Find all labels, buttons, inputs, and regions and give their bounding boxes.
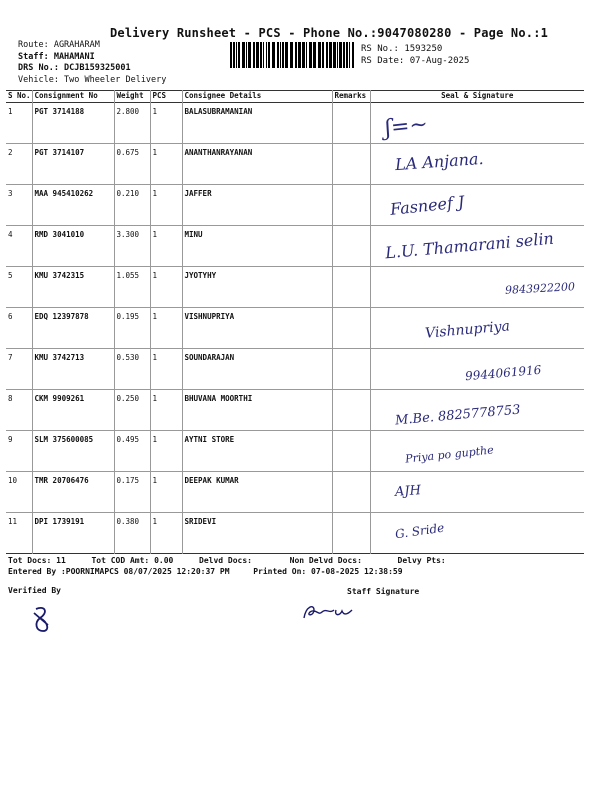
barcode-bar bbox=[337, 42, 338, 68]
barcode-bar bbox=[272, 42, 275, 68]
barcode-bar bbox=[290, 42, 293, 68]
row-pcs: 1 bbox=[150, 390, 182, 431]
row-consignment-no: CKM 9909261 bbox=[32, 390, 114, 431]
col-header: Seal & Signature bbox=[441, 91, 514, 100]
verified-signature bbox=[30, 605, 54, 635]
row-weight: 2.800 bbox=[114, 103, 150, 144]
staff-label: Staff: MAHAMANI bbox=[18, 51, 95, 62]
table-row bbox=[6, 431, 584, 472]
row-weight: 0.675 bbox=[114, 144, 150, 185]
barcode-bar bbox=[322, 42, 324, 68]
row-consignment-no: EDQ 12397878 bbox=[32, 308, 114, 349]
barcode-bar bbox=[302, 42, 305, 68]
row-weight: 3.300 bbox=[114, 226, 150, 267]
col-header: Consignee Details bbox=[182, 91, 332, 103]
col-header: PCS bbox=[150, 91, 182, 103]
row-consignee: ANANTHANRAYANAN bbox=[182, 144, 332, 185]
row-remarks bbox=[332, 390, 370, 431]
row-pcs: 1 bbox=[150, 267, 182, 308]
row-sno: 10 bbox=[6, 472, 32, 513]
barcode-bar bbox=[282, 42, 284, 68]
staff-signature bbox=[300, 600, 360, 624]
table-header-row bbox=[6, 91, 584, 103]
row-sno: 2 bbox=[6, 144, 32, 185]
row-sno: 9 bbox=[6, 431, 32, 472]
barcode-bar bbox=[298, 42, 301, 68]
barcode-bar bbox=[256, 42, 259, 68]
barcode-bar bbox=[230, 42, 232, 68]
handwritten-signature: 9944061916 bbox=[464, 362, 542, 384]
tot-cod: Tot COD Amt: 0.00 bbox=[91, 556, 174, 565]
row-sno: 7 bbox=[6, 349, 32, 390]
row-pcs: 1 bbox=[150, 103, 182, 144]
row-remarks bbox=[332, 185, 370, 226]
barcode-bar bbox=[253, 42, 255, 68]
row-weight: 0.495 bbox=[114, 431, 150, 472]
drs-label: DRS No.: DCJB159325001 bbox=[18, 63, 131, 73]
row-pcs: 1 bbox=[150, 513, 182, 554]
barcode-bar bbox=[349, 42, 350, 68]
row-remarks bbox=[332, 431, 370, 472]
row-sno: 4 bbox=[6, 226, 32, 267]
row-pcs: 1 bbox=[150, 431, 182, 472]
row-consignee: VISHNUPRIYA bbox=[182, 308, 332, 349]
barcode-bar bbox=[295, 42, 297, 68]
header-left bbox=[18, 40, 166, 86]
delvd-docs: Delvd Docs: bbox=[199, 556, 252, 565]
handwritten-signature: Fasneef J bbox=[389, 192, 466, 219]
handwritten-signature: Vishnupriya bbox=[424, 318, 511, 342]
row-consignment-no: MAA 945410262 bbox=[32, 185, 114, 226]
row-consignee: JYOTYHY bbox=[182, 267, 332, 308]
barcode-bar bbox=[268, 42, 270, 68]
row-consignee: JAFFER bbox=[182, 185, 332, 226]
barcode-bar bbox=[326, 42, 328, 68]
footer-totals bbox=[8, 556, 446, 565]
row-weight: 0.195 bbox=[114, 308, 150, 349]
barcode-bar bbox=[248, 42, 251, 68]
row-pcs: 1 bbox=[150, 349, 182, 390]
barcode-bar bbox=[246, 42, 247, 68]
barcode-bar bbox=[313, 42, 316, 68]
printed-on: Printed On: 07-08-2025 12:38:59 bbox=[253, 567, 403, 576]
col-header: Remarks bbox=[332, 91, 370, 103]
verified-by-label: Verified By bbox=[8, 586, 61, 595]
row-pcs: 1 bbox=[150, 185, 182, 226]
row-weight: 0.530 bbox=[114, 349, 150, 390]
row-remarks bbox=[332, 103, 370, 144]
row-consignee: BHUVANA MOORTHI bbox=[182, 390, 332, 431]
row-consignment-no: PGT 3714107 bbox=[32, 144, 114, 185]
entered-by: Entered By :POORNIMAPCS 08/07/2025 12:20:37 PM bbox=[8, 567, 230, 576]
barcode-bar bbox=[343, 42, 345, 68]
col-header: S No. bbox=[6, 91, 32, 103]
row-consignment-no: TMR 20706476 bbox=[32, 472, 114, 513]
header-right bbox=[361, 43, 469, 67]
row-weight: 0.250 bbox=[114, 390, 150, 431]
handwritten-signature: AJH bbox=[394, 483, 422, 500]
barcode-bar bbox=[352, 42, 354, 68]
barcode-bar bbox=[309, 42, 312, 68]
row-consignment-no: SLM 375600085 bbox=[32, 431, 114, 472]
row-consignment-no: KMU 3742713 bbox=[32, 349, 114, 390]
row-weight: 0.380 bbox=[114, 513, 150, 554]
row-consignee: AYTNI STORE bbox=[182, 431, 332, 472]
barcode-bar bbox=[329, 42, 332, 68]
barcode-bar bbox=[236, 42, 237, 68]
handwritten-signature: L.U. Thamarani selin bbox=[384, 228, 555, 263]
barcode-bar bbox=[346, 42, 348, 68]
col-header: Consignment No bbox=[32, 91, 114, 103]
handwritten-signature: G. Sride bbox=[394, 520, 446, 542]
row-remarks bbox=[332, 226, 370, 267]
row-weight: 0.175 bbox=[114, 472, 150, 513]
handwritten-signature: ʃ=~ bbox=[383, 111, 430, 142]
row-consignee: BALASUBRAMANIAN bbox=[182, 103, 332, 144]
row-remarks bbox=[332, 308, 370, 349]
row-remarks bbox=[332, 267, 370, 308]
barcode-bar bbox=[306, 42, 307, 68]
table-row bbox=[6, 267, 584, 308]
row-consignee: SOUNDARAJAN bbox=[182, 349, 332, 390]
row-sno: 3 bbox=[6, 185, 32, 226]
handwritten-signature: 9843922200 bbox=[504, 280, 576, 297]
row-sno: 6 bbox=[6, 308, 32, 349]
barcode-bar bbox=[263, 42, 264, 68]
row-consignment-no: KMU 3742315 bbox=[32, 267, 114, 308]
handwritten-signature: Priya po gupthe bbox=[404, 443, 495, 466]
table-row bbox=[6, 185, 584, 226]
tot-docs: Tot Docs: 11 bbox=[8, 556, 66, 565]
route-label: Route: AGRAHARAM bbox=[18, 40, 100, 50]
row-sno: 5 bbox=[6, 267, 32, 308]
row-consignment-no: PGT 3714188 bbox=[32, 103, 114, 144]
barcode-bar bbox=[277, 42, 279, 68]
barcode bbox=[230, 42, 355, 68]
table-row bbox=[6, 513, 584, 554]
row-consignment-no: RMD 3041010 bbox=[32, 226, 114, 267]
table-row bbox=[6, 103, 584, 144]
barcode-bar bbox=[242, 42, 245, 68]
row-sno: 8 bbox=[6, 390, 32, 431]
row-weight: 1.055 bbox=[114, 267, 150, 308]
row-remarks bbox=[332, 472, 370, 513]
row-consignee: MINU bbox=[182, 226, 332, 267]
non-delvd-docs: Non Delvd Docs: bbox=[289, 556, 362, 565]
row-sno: 1 bbox=[6, 103, 32, 144]
barcode-bar bbox=[285, 42, 288, 68]
barcode-bar bbox=[238, 42, 240, 68]
barcode-bar bbox=[266, 42, 267, 68]
row-remarks bbox=[332, 513, 370, 554]
barcode-bar bbox=[339, 42, 342, 68]
barcode-bar bbox=[260, 42, 262, 68]
staff-signature-label: Staff Signature bbox=[347, 587, 420, 596]
row-sno: 11 bbox=[6, 513, 32, 554]
vehicle-label: Vehicle: Two Wheeler Delivery bbox=[18, 74, 167, 85]
row-weight: 0.210 bbox=[114, 185, 150, 226]
table-row bbox=[6, 472, 584, 513]
rs-no-label: RS No.: 1593250 bbox=[361, 44, 443, 54]
delvy-pts: Delvy Pts: bbox=[397, 556, 446, 565]
row-remarks bbox=[332, 349, 370, 390]
row-remarks bbox=[332, 144, 370, 185]
row-pcs: 1 bbox=[150, 144, 182, 185]
row-pcs: 1 bbox=[150, 472, 182, 513]
table-row bbox=[6, 144, 584, 185]
handwritten-signature: LA Anjana. bbox=[394, 148, 485, 175]
barcode-bar bbox=[333, 42, 336, 68]
row-consignment-no: DPI 1739191 bbox=[32, 513, 114, 554]
footer-entry bbox=[8, 567, 403, 576]
col-header: Weight bbox=[114, 91, 150, 103]
row-pcs: 1 bbox=[150, 308, 182, 349]
row-pcs: 1 bbox=[150, 226, 182, 267]
barcode-bar bbox=[318, 42, 321, 68]
handwritten-signature: M.Be. 8825778753 bbox=[394, 402, 522, 429]
barcode-bar bbox=[280, 42, 281, 68]
rs-date-label: RS Date: 07-Aug-2025 bbox=[361, 56, 470, 66]
row-consignee: SRIDEVI bbox=[182, 513, 332, 554]
row-consignee: DEEPAK KUMAR bbox=[182, 472, 332, 513]
page-title: Delivery Runsheet - PCS - Phone No.:9047080280 - Page No.:1 bbox=[110, 26, 549, 40]
barcode-bar bbox=[233, 42, 235, 68]
